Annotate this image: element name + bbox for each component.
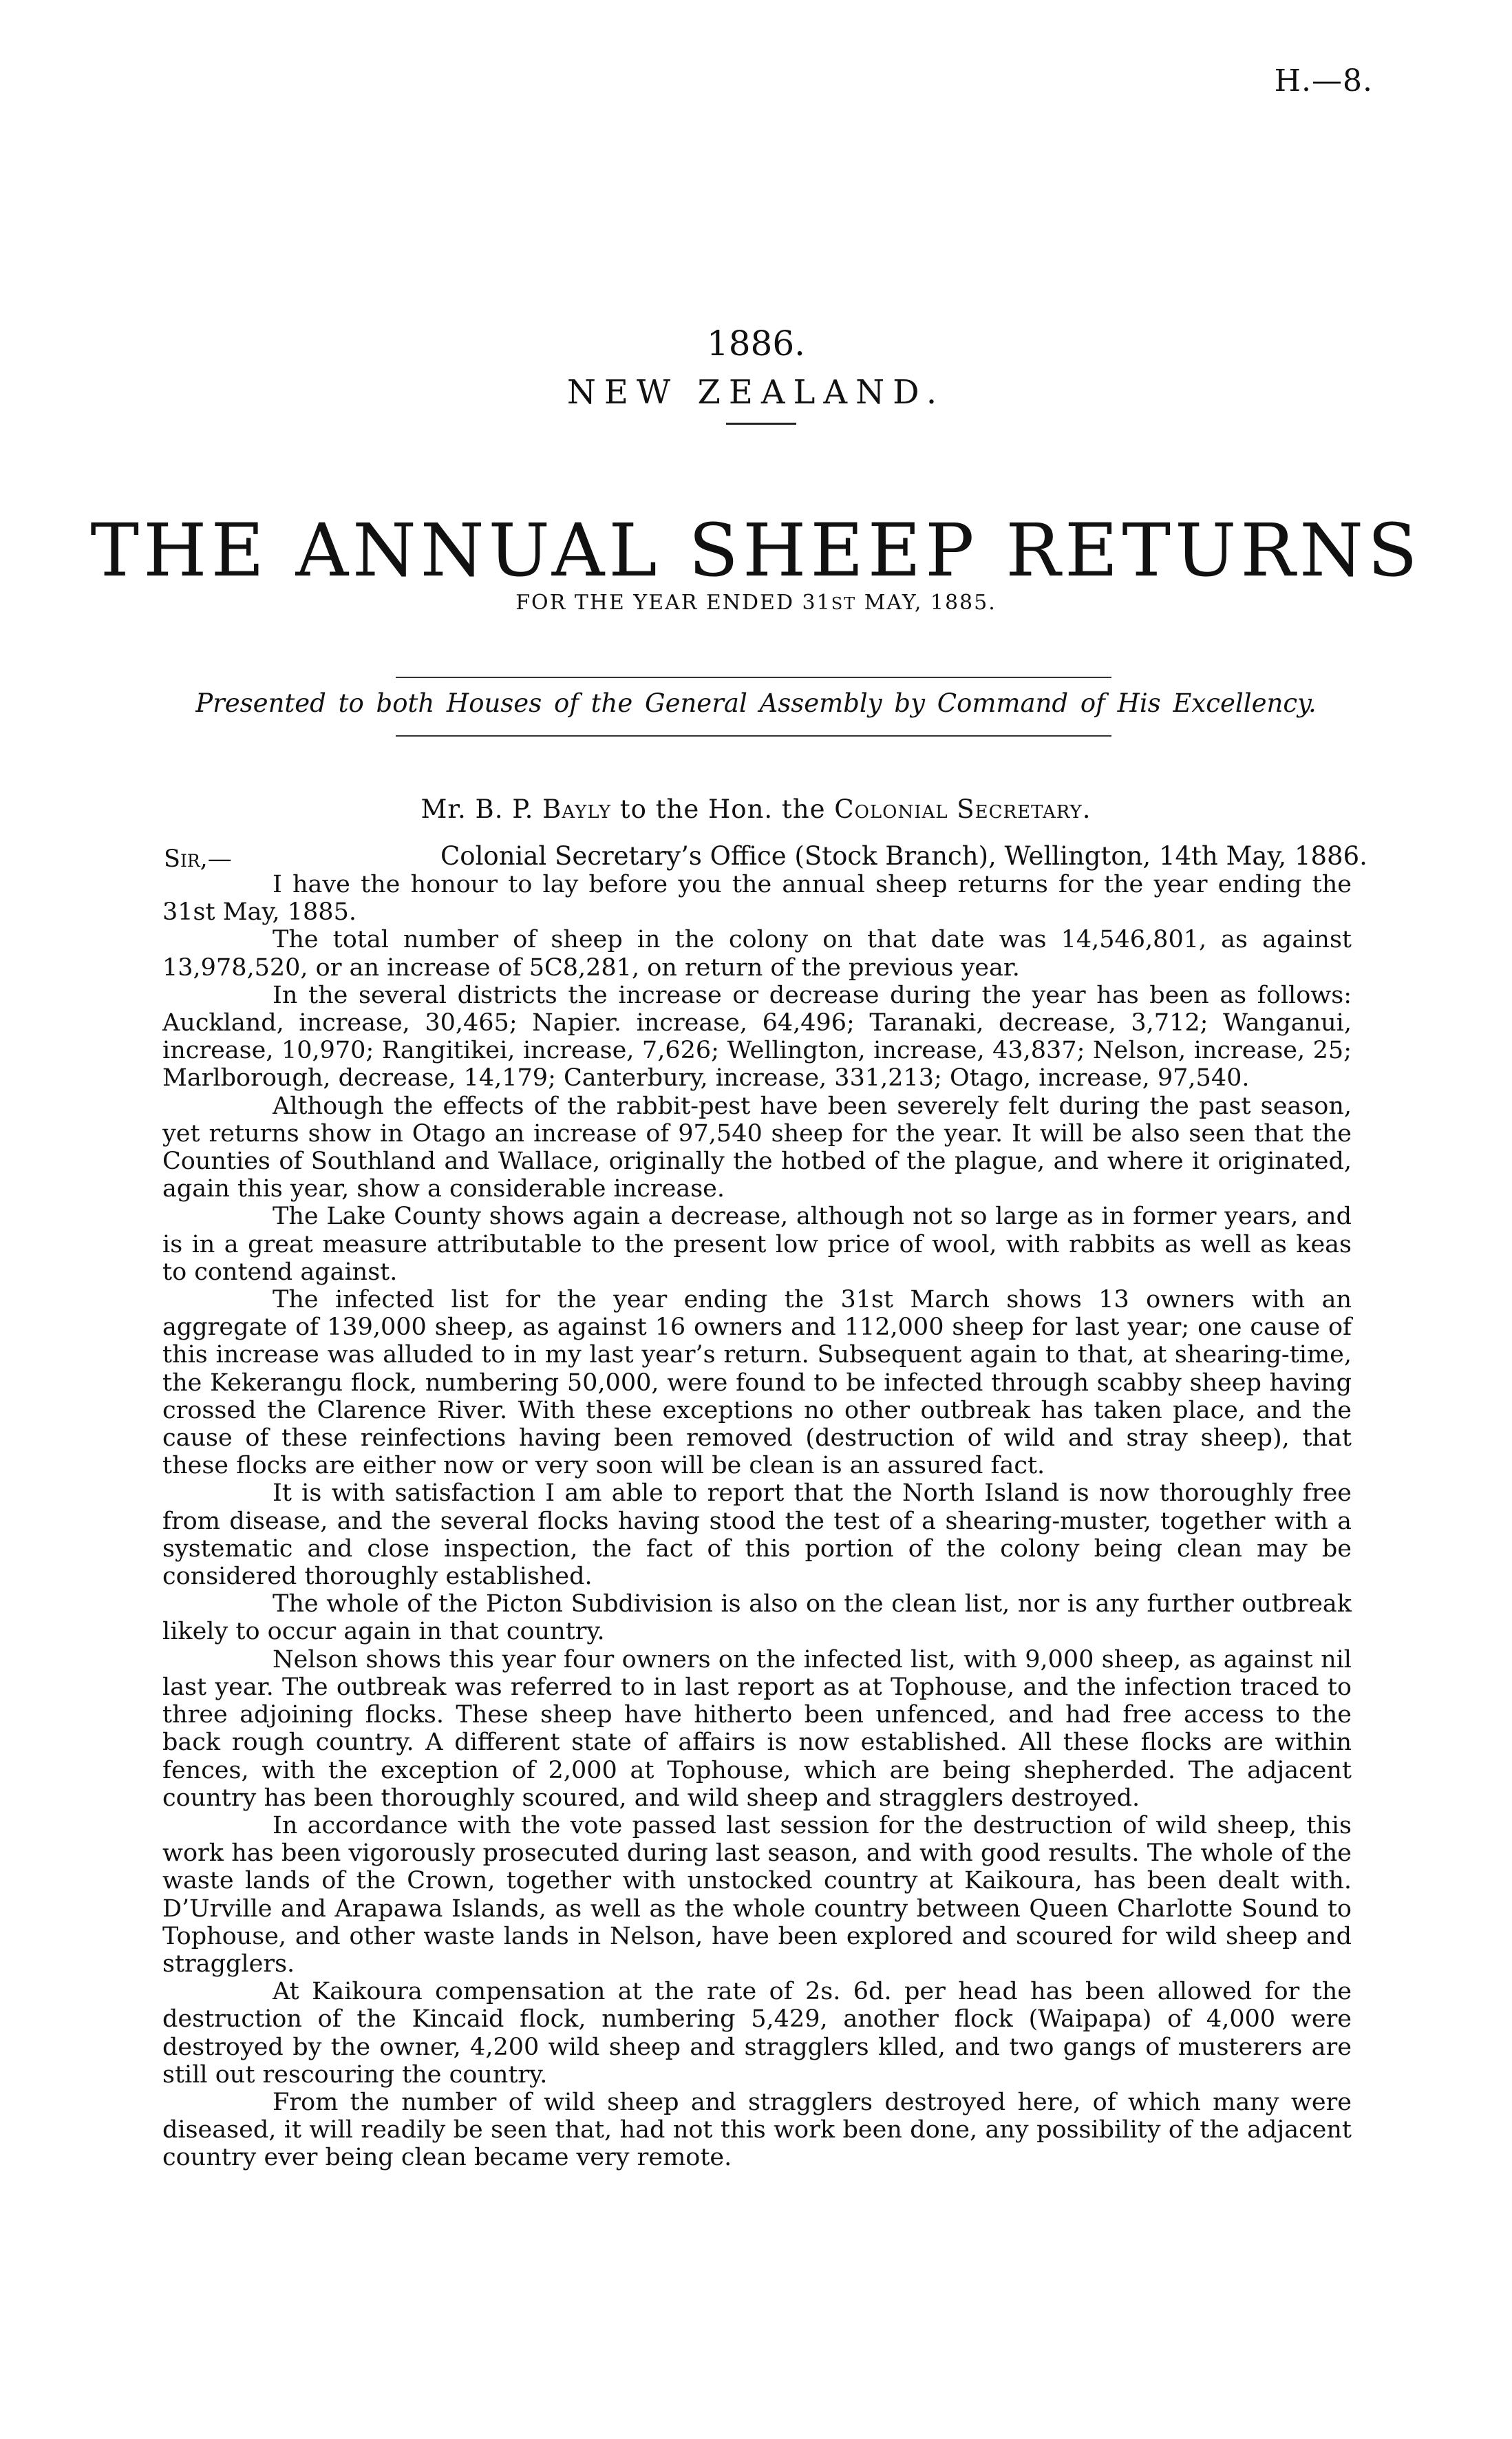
- letter-to-name: Colonial Secretary: [834, 794, 1083, 824]
- paragraph: It is with satisfaction I am able to report that the North Island is now thoroughly free from disease, and the several flocks having stood the test of a shearing-muster, together with a systematic and close inspection, the fact of this portion of the colony being clean may be considered thoroughly established.: [162, 1479, 1352, 1591]
- subtitle-prefix: FOR THE YEAR ENDED 31: [515, 591, 831, 615]
- letter-dateline: Colonial Secretary’s Office (Stock Branch), Wellington, 14th May, 1886.: [440, 841, 1367, 871]
- paragraph: In accordance with the vote passed last session for the destruction of wild sheep, this work has been vigorously prosecuted during last season, and with good results. The whole of the waste lands of the Crown, together with unstocked country at Kaikoura, has been dealt with. D’Urville and Arapawa Islands, as well as the whole country between Queen Charlotte Sound to Tophouse, and other waste lands in Nelson, have been explored and scoured for wild sheep and stragglers.: [162, 1811, 1352, 1978]
- paragraph: I have the honour to lay before you the annual sheep returns for the year ending the 31st May, 1885.: [162, 871, 1352, 927]
- paragraph: The infected list for the year ending the 31st March shows 13 owners with an aggregate of 139,000 sheep, as against 16 owners and 112,000 sheep for last year; one cause of this increase was alluded to in my last year’s return. Subsequent again to that, at shearing-time, the Kekerangu flock, numbering 50,000, were found to be infected through scabby sheep having crossed the Clarence River. With these exceptions no other outbreak has taken place, and the cause of these reinfections having been removed (destruction of wild and stray sheep), that these flocks are either now or very soon will be clean is an assured fact.: [162, 1286, 1352, 1480]
- paragraph: The whole of the Picton Subdivision is also on the clean list, nor is any further outbreak likely to occur again in that country.: [162, 1590, 1352, 1646]
- subtitle-suffix: MAY, 1885.: [856, 591, 997, 615]
- document-subtitle: [0, 591, 1512, 615]
- short-divider: [726, 423, 796, 425]
- letter-salutation: Sir,—: [164, 845, 232, 873]
- paragraph: The Lake County shows again a decrease, although not so large as in former years, and is in a great measure attributable to the present low price of wool, with rabbits as well as keas to contend against.: [162, 1203, 1352, 1286]
- paragraph: The total number of sheep in the colony on that date was 14,546,801, as against 13,978,520, or an increase of 5C8,281, on return of the previous year.: [162, 926, 1352, 982]
- document-title: THE ANNUAL SHEEP RETURNS: [90, 508, 1422, 593]
- letter-from-name: Bayly: [542, 794, 611, 824]
- presentation-line: Presented to both Houses of the General Assembly by Command of His Excellency.: [195, 688, 1317, 718]
- paragraph: From the number of wild sheep and stragglers destroyed here, of which many were diseased, it will readily be seen that, had not this work been done, any possibility of the adjacent country ever being clean became very remote.: [162, 2088, 1352, 2172]
- letter-to-text: to the Hon. the: [611, 794, 835, 824]
- country-heading: NEW ZEALAND.: [566, 373, 946, 412]
- subtitle-ordinal: ST: [831, 594, 857, 613]
- letter-to-end: .: [1082, 794, 1092, 824]
- page-reference: H.—8.: [1274, 63, 1373, 98]
- top-rule: [396, 677, 1111, 678]
- paragraph: In the several districts the increase or decrease during the year has been as follows: Auckland, increase, 30,465; Napier. increase, 64,496; Taranaki, decrease, 3,712; Wanganui, increase, 10,970; Rangitikei, increase, 7,626; Wellington, increase, 43,837; Nelson, increase, 25; Marlborough, decrease, 14,179; Canterbury, increase, 331,213; Otago, increase, 97,540.: [162, 981, 1352, 1092]
- letter-from: Mr. B. P.: [420, 794, 543, 824]
- letter-heading: [0, 794, 1512, 824]
- paragraph: At Kaikoura compensation at the rate of 2s. 6d. per head has been allowed for the destruction of the Kincaid flock, numbering 5,429, another flock (Waipapa) of 4,000 were destroyed by the owner, 4,200 wild sheep and stragglers klled, and two gangs of musterers are still out rescouring the country.: [162, 1978, 1352, 2089]
- letter-body: [162, 871, 1352, 2172]
- paragraph: Nelson shows this year four owners on the infected list, with 9,000 sheep, as against nil last year. The outbreak was referred to in last report as at Tophouse, and the infection traced to three adjoining flocks. These sheep have hitherto been unfenced, and had free access to the back rough country. A different state of affairs is now established. All these flocks are within fences, with the exception of 2,000 at Tophouse, which are being shepherded. The adjacent country has been thoroughly scoured, and wild sheep and stragglers destroyed.: [162, 1645, 1352, 1812]
- bottom-rule: [396, 735, 1111, 737]
- paragraph: Although the effects of the rabbit-pest have been severely felt during the past season, yet returns show in Otago an increase of 97,540 sheep for the year. It will be also seen that the Counties of Southland and Wallace, originally the hotbed of the plague, and where it originated, again this year, show a considerable increase.: [162, 1092, 1352, 1203]
- document-year: 1886.: [706, 324, 806, 363]
